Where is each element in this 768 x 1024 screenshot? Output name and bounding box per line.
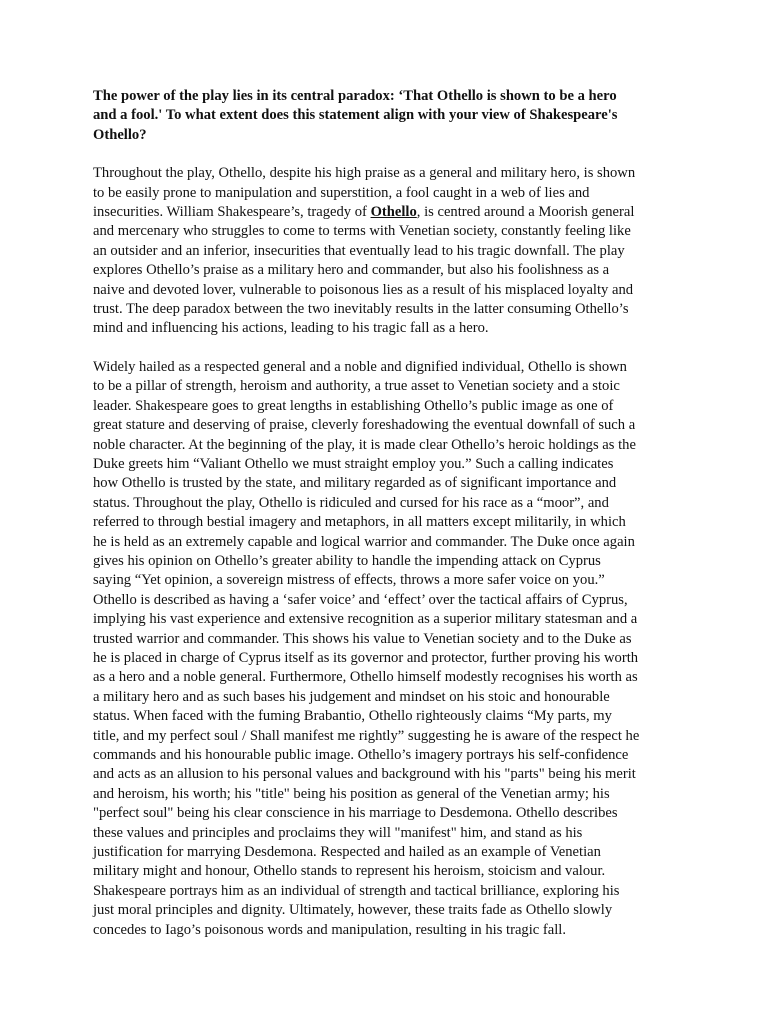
paragraph-line: and acts as an allusion to his personal values and background with his "parts" being his merit	[93, 766, 636, 783]
paragraph-line: Shakespeare portrays him as an individual of strength and tactical brilliance, exploring his	[93, 882, 620, 899]
body-paragraph	[93, 358, 683, 940]
paragraph-line: implying his vast experience and extensive recognition as a superior military statesman and a	[93, 611, 638, 628]
paragraph-line: great stature and deserving of praise, cleverly foreshadowing the eventual downfall of such a	[93, 417, 636, 434]
paragraph-line: noble character. At the beginning of the play, it is made clear Othello’s heroic holdings as the	[93, 436, 636, 453]
paragraph-line: Widely hailed as a respected general and a noble and dignified individual, Othello is shown	[93, 358, 627, 375]
paragraph-line: to be easily prone to manipulation and superstition, a fool caught in a web of lies and	[93, 184, 590, 201]
paragraph-line: just moral principles and dignity. Ultimately, however, these traits fade as Othello slowly	[93, 902, 613, 919]
paragraph-line: gives his opinion on Othello’s greater ability to handle the impending attack on Cyprus	[93, 552, 601, 569]
paragraph-line: and heroism, his worth; his "title" being his position as general of the Venetian army; his	[93, 785, 610, 802]
paragraph-line: to be a pillar of strength, heroism and authority, a true asset to Venetian society and a stoic	[93, 378, 620, 395]
paragraph-line: Duke greets him “Valiant Othello we must straight employ you.” Such a calling indicates	[93, 455, 614, 472]
introduction-paragraph	[93, 164, 683, 339]
text-segment: , is centred around a Moorish general	[416, 204, 635, 221]
essay-question	[93, 87, 683, 145]
paragraph-line: leader. Shakespeare goes to great lengths in establishing Othello’s public image as one of	[93, 397, 614, 414]
paragraph-line: saying “Yet opinion, a sovereign mistress of effects, throws a more safer voice on you.”	[93, 572, 605, 589]
paragraph-line: and mercenary who struggles to come to terms with Venetian society, constantly feeling like	[93, 223, 631, 240]
paragraph-line: "perfect soul" being his clear conscience in his marriage to Desdemona. Othello describes	[93, 805, 618, 822]
paragraph-line: referred to through bestial imagery and metaphors, in all matters except militarily, in which	[93, 514, 626, 531]
paragraph-line: trust. The deep paradox between the two inevitably results in the latter consuming Othello’s	[93, 301, 629, 318]
text-segment: insecurities. William Shakespeare’s, tragedy of	[93, 204, 371, 221]
paragraph-line: explores Othello’s praise as a military hero and commander, but also his foolishness as a	[93, 262, 610, 279]
paragraph-line: these values and principles and proclaims they will "manifest" him, and stand as his	[93, 824, 583, 841]
question-line: Othello?	[93, 126, 147, 143]
paragraph-line: an outsider and an inferior, insecurities that eventually lead to his tragic downfall. The play	[93, 242, 625, 259]
paragraph-line: he is held as an extremely capable and logical warrior and commander. The Duke once again	[93, 533, 635, 550]
paragraph-line: status. Throughout the play, Othello is ridiculed and cursed for his race as a “moor”, and	[93, 494, 609, 511]
paragraph-line: as a hero and a noble general. Furthermore, Othello himself modestly recognises his worth as	[93, 669, 638, 686]
paragraph-line: commands and his honourable public image. Othello’s imagery portrays his self-confidence	[93, 747, 629, 763]
question-line: and a fool.' To what extent does this statement align with your view of Shakespeare's	[93, 107, 618, 124]
paragraph-line: how Othello is trusted by the state, and military regarded as of significant importance and	[93, 475, 617, 492]
paragraph-line: a military hero and as such bases his judgement and mindset on his stoic and honourable	[93, 688, 610, 705]
document-page	[93, 87, 683, 959]
paragraph-line: title, and my perfect soul / Shall manifest me rightly” suggesting he is aware of the respect he	[93, 727, 640, 744]
paragraph-line: justification for marrying Desdemona. Respected and hailed as an example of Venetian	[93, 844, 601, 861]
paragraph-line: he is placed in charge of Cyprus itself as its governor and protector, further proving his worth	[93, 649, 639, 666]
paragraph-line: concedes to Iago’s poisonous words and manipulation, resulting in his tragic fall.	[93, 921, 566, 938]
paragraph-line	[93, 203, 683, 222]
othello-title-link[interactable]: Othello	[370, 204, 417, 221]
question-line: The power of the play lies in its central paradox: ‘That Othello is shown to be a hero	[93, 88, 617, 104]
paragraph-line: naive and devoted lover, vulnerable to poisonous lies as a result of his misplaced loyalty and	[93, 281, 634, 298]
paragraph-line: trusted warrior and commander. This shows his value to Venetian society and to the Duke as	[93, 630, 632, 647]
paragraph-line: military might and honour, Othello stands to represent his heroism, stoicism and valour.	[93, 863, 606, 880]
paragraph-line: status. When faced with the fuming Brabantio, Othello righteously claims “My parts, my	[93, 708, 612, 725]
paragraph-line: mind and influencing his actions, leading to his tragic fall as a hero.	[93, 320, 489, 337]
paragraph-line: Throughout the play, Othello, despite his high praise as a general and military hero, is shown	[93, 165, 636, 182]
paragraph-line: Othello is described as having a ‘safer voice’ and ‘effect’ over the tactical affairs of Cyprus,	[93, 591, 628, 608]
